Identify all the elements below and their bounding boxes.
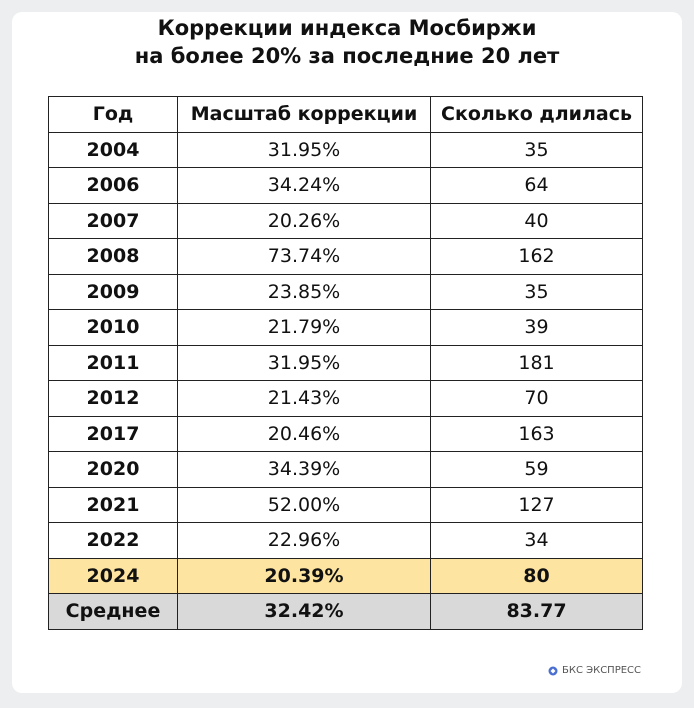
year-cell: 2017	[49, 416, 178, 452]
magnitude-cell: 34.39%	[178, 452, 431, 488]
table-row	[49, 239, 643, 275]
table-row	[49, 381, 643, 417]
year-cell: 2012	[49, 381, 178, 417]
magnitude-cell: 20.26%	[178, 203, 431, 239]
year-cell: 2009	[49, 274, 178, 310]
average-row	[49, 594, 643, 630]
magnitude-cell: 20.39%	[178, 558, 431, 594]
brand-logo	[548, 665, 641, 676]
magnitude-cell: 20.46%	[178, 416, 431, 452]
corrections-table	[48, 96, 643, 630]
magnitude-cell: 31.95%	[178, 132, 431, 168]
duration-cell: 59	[431, 452, 643, 488]
year-cell: 2008	[49, 239, 178, 275]
duration-cell: 39	[431, 310, 643, 346]
magnitude-cell: 22.96%	[178, 523, 431, 559]
brand-mark-icon	[548, 666, 558, 676]
year-cell: 2024	[49, 558, 178, 594]
duration-cell: 40	[431, 203, 643, 239]
duration-cell: 181	[431, 345, 643, 381]
magnitude-cell: 21.79%	[178, 310, 431, 346]
duration-cell: 80	[431, 558, 643, 594]
title-line-2: на более 20% за последние 20 лет	[134, 44, 560, 68]
header-magnitude: Масштаб коррекции	[178, 97, 431, 133]
table-row	[49, 310, 643, 346]
chart-title	[0, 14, 694, 70]
year-cell: 2010	[49, 310, 178, 346]
table-row	[49, 558, 643, 594]
duration-cell: 34	[431, 523, 643, 559]
duration-cell: 163	[431, 416, 643, 452]
duration-cell: 35	[431, 274, 643, 310]
magnitude-cell: 73.74%	[178, 239, 431, 275]
year-cell: 2004	[49, 132, 178, 168]
duration-cell: 64	[431, 168, 643, 204]
table-row	[49, 168, 643, 204]
table-row	[49, 345, 643, 381]
table-row	[49, 416, 643, 452]
table-row	[49, 487, 643, 523]
table-header-row	[49, 97, 643, 133]
header-year: Год	[49, 97, 178, 133]
table-row	[49, 523, 643, 559]
average-year-cell: Среднее	[49, 594, 178, 630]
header-duration: Сколько длилась	[431, 97, 643, 133]
title-line-1: Коррекции индекса Мосбиржи	[157, 16, 537, 40]
year-cell: 2020	[49, 452, 178, 488]
brand-name: БКС ЭКСПРЕСС	[562, 665, 642, 676]
year-cell: 2006	[49, 168, 178, 204]
table-row	[49, 203, 643, 239]
magnitude-cell: 52.00%	[178, 487, 431, 523]
year-cell: 2007	[49, 203, 178, 239]
magnitude-cell: 21.43%	[178, 381, 431, 417]
year-cell: 2011	[49, 345, 178, 381]
average-magnitude-cell: 32.42%	[178, 594, 431, 630]
table-row	[49, 452, 643, 488]
magnitude-cell: 34.24%	[178, 168, 431, 204]
duration-cell: 127	[431, 487, 643, 523]
average-duration-cell: 83.77	[431, 594, 643, 630]
duration-cell: 70	[431, 381, 643, 417]
duration-cell: 162	[431, 239, 643, 275]
year-cell: 2022	[49, 523, 178, 559]
year-cell: 2021	[49, 487, 178, 523]
magnitude-cell: 23.85%	[178, 274, 431, 310]
table-row	[49, 274, 643, 310]
table-row	[49, 132, 643, 168]
duration-cell: 35	[431, 132, 643, 168]
magnitude-cell: 31.95%	[178, 345, 431, 381]
